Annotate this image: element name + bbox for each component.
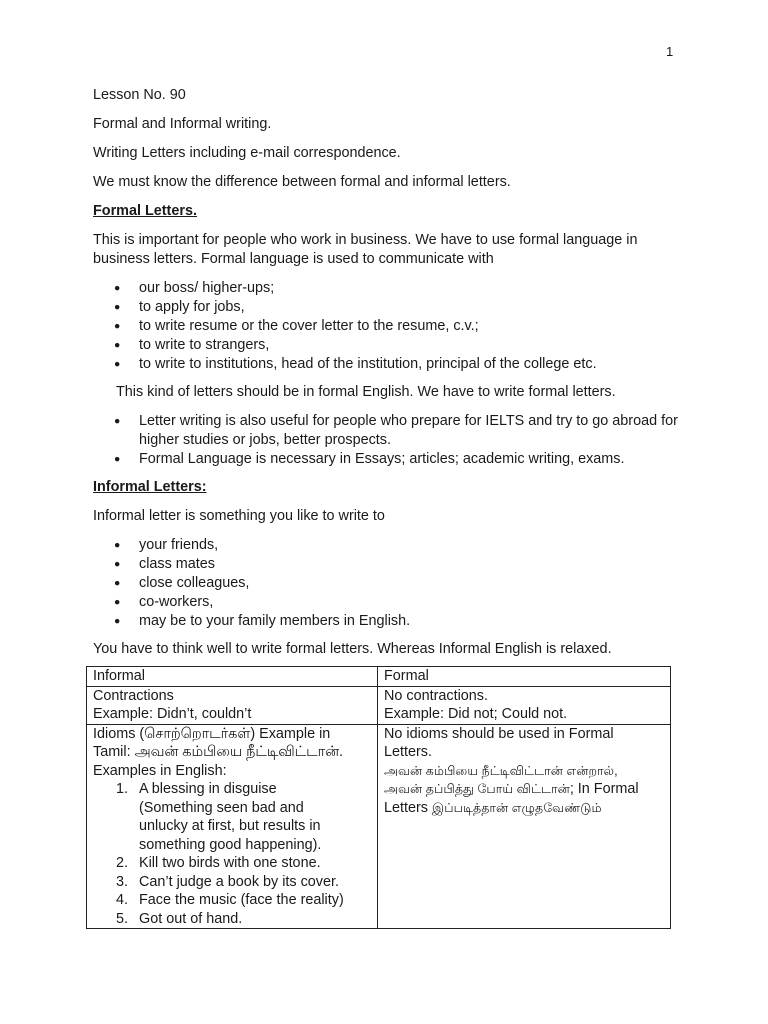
idiom-line: Kill two birds with one stone.	[139, 855, 321, 871]
list-number: 5.	[116, 910, 129, 927]
cell-line	[384, 799, 664, 818]
list-item: ● Formal Language is necessary in Essays; articles; academic writing, exams.	[93, 450, 683, 469]
list-item	[93, 780, 371, 854]
idiom-line: Can’t judge a book by its cover.	[139, 873, 339, 890]
idiom-line: unlucky at first, but results in	[139, 818, 321, 834]
idiom-line: (Something seen bad and	[139, 799, 304, 816]
lesson-title: Lesson No. 90	[93, 87, 186, 103]
list-item	[93, 873, 371, 892]
header-formal: Formal	[378, 667, 671, 687]
list-item: ● co-workers,	[93, 593, 683, 612]
list-item: ● Letter writing is also useful for people who prepare for IELTS and try to go abroad for higher studies or jobs, better prospects.	[93, 412, 683, 450]
list-item	[93, 891, 371, 910]
table-header-row	[87, 667, 671, 687]
cell-line	[384, 780, 664, 799]
table-row	[87, 724, 671, 929]
list-item: ● class mates	[93, 555, 683, 574]
list-item: ● to write to institutions, head of the institution, principal of the college etc.	[93, 355, 683, 374]
list-number: 3.	[116, 873, 129, 890]
idiom-list	[93, 780, 371, 928]
list-item	[93, 910, 371, 929]
list-item	[93, 854, 371, 873]
page-number: 1	[666, 44, 674, 59]
conclusion-paragraph: You have to think well to write formal letters. Whereas Informal English is relaxed.	[93, 641, 612, 657]
idiom-line: A blessing in disguise	[139, 781, 277, 797]
topic-line: Formal and Informal writing.	[93, 116, 272, 132]
list-number: 2.	[116, 855, 129, 871]
cell-line: Example: Didn’t, couldn’t	[93, 706, 252, 722]
tamil-text: அவன் தப்பித்து போய் விட்டான்	[384, 782, 570, 796]
formal-audience-list	[93, 279, 683, 374]
header-informal: Informal	[87, 667, 378, 687]
list-item: ● close colleagues,	[93, 574, 683, 593]
comparison-table	[86, 666, 671, 929]
contractions-informal-cell	[87, 686, 378, 724]
cell-line: Example: Did not; Could not.	[384, 706, 568, 722]
cell-line: Idioms (சொற்றொடர்கள்) Example in	[93, 725, 331, 742]
list-item: ● may be to your family members in English.	[93, 612, 683, 631]
formal-note: This kind of letters should be in formal English. We have to write formal letters.	[116, 384, 616, 400]
cell-text: Letters	[384, 799, 432, 816]
list-item: ● our boss/ higher-ups;	[93, 279, 683, 298]
list-item: ● to write resume or the cover letter to the resume, c.v.;	[93, 317, 683, 336]
informal-audience-list	[93, 536, 683, 631]
list-item: ● your friends,	[93, 536, 683, 555]
formal-paragraph: This is important for people who work in business. We have to use formal language in business letters. Formal language is used to communicate with	[93, 232, 638, 267]
formal-letters-heading: Formal Letters.	[93, 203, 197, 219]
cell-line: Contractions	[93, 687, 174, 704]
idiom-line: something good happening).	[139, 836, 322, 853]
cell-line: Examples in English:	[93, 762, 227, 779]
idiom-line: Face the music (face the reality)	[139, 892, 344, 908]
cell-line: அவன் கம்பியை நீட்டிவிட்டான் என்றால்,	[384, 763, 618, 778]
cell-line: Tamil: அவன் கம்பியை நீட்டிவிட்டான்.	[93, 744, 344, 760]
list-number: 4.	[116, 892, 129, 908]
cell-line: No idioms should be used in Formal	[384, 725, 614, 742]
table-row	[87, 686, 671, 724]
cell-text: ; In Formal	[569, 781, 639, 797]
idiom-line: Got out of hand.	[139, 910, 243, 927]
formal-uses-list	[93, 412, 683, 469]
list-item: ● to write to strangers,	[93, 336, 683, 355]
subtopic-line: Writing Letters including e-mail correspondence.	[93, 145, 401, 161]
idioms-informal-cell	[87, 724, 378, 929]
contractions-formal-cell	[378, 686, 671, 724]
informal-letters-heading: Informal Letters:	[93, 479, 207, 495]
document-body	[93, 86, 683, 669]
cell-line: No contractions.	[384, 687, 488, 704]
informal-paragraph: Informal letter is something you like to write to	[93, 508, 385, 524]
cell-line: Letters.	[384, 744, 432, 760]
idioms-formal-cell	[378, 724, 671, 929]
tamil-text: இப்படித்தான் எழுதவேண்டும்	[432, 800, 602, 815]
intro-paragraph: We must know the difference between formal and informal letters.	[93, 174, 511, 190]
list-number: 1.	[116, 781, 129, 797]
list-item: ● to apply for jobs,	[93, 298, 683, 317]
